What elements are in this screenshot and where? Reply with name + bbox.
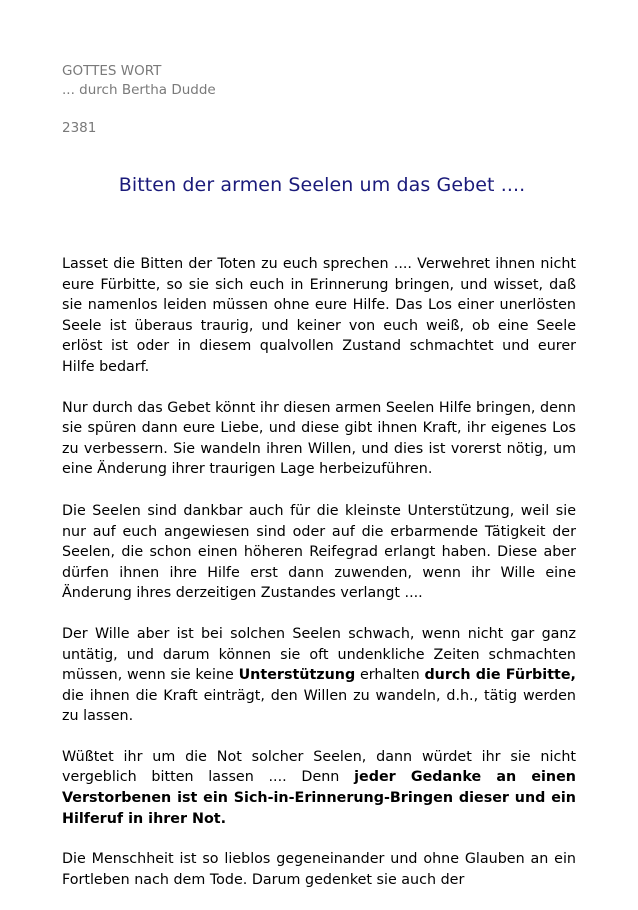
paragraph-5 bbox=[62, 747, 576, 829]
paragraph-4-text-d: die ihnen die Kraft einträgt, den Willen zu wandeln, d.h., tätig werden zu lassen. bbox=[62, 687, 576, 725]
paragraph-6: Die Menschheit ist so lieblos gegeneinander und ohne Glauben an ein Fortleben nach dem Tode. Darum gedenket sie auch der bbox=[62, 851, 576, 888]
paragraph-5-bold: jeder Gedanke an einen Verstorbenen ist ein Sich-in-Erinnerung-Bringen dieser und ein Hilferuf in ihrer Not. bbox=[62, 769, 576, 827]
page-title: Bitten der armen Seelen um das Gebet .... bbox=[118, 174, 526, 196]
paragraph-4-bold-2: durch die Fürbitte, bbox=[424, 667, 576, 684]
document-body bbox=[62, 254, 576, 910]
paragraph-4 bbox=[62, 624, 576, 727]
paragraph-1: Lasset die Bitten der Toten zu euch sprechen .... Verwehret ihnen nicht eure Fürbitte, so sie sich euch in Erinnerung bringen, und wisset, daß sie namenlos leiden müssen ohne eure Hilfe. Das Los einer unerlösten Seele ist überaus traurig, und keiner von euch weiß, ob eine Seele erlöst ist oder in diesem qualvollen Zustand schmachtet und eurer Hilfe bedarf. bbox=[62, 256, 576, 375]
author-line: ... durch Bertha Dudde bbox=[62, 82, 216, 98]
paragraph-3: Die Seelen sind dankbar auch für die kleinste Unterstützung, weil sie nur auf euch angewiesen sind oder auf die erbarmende Tätigkeit der Seelen, die schon einen höheren Reifegrad erlangt haben. Diese aber dürfen ihnen ihre Hilfe erst dann zuwenden, wenn ihr Wille eine Änderung ihres derzeitigen Zustandes verlangt .... bbox=[62, 502, 576, 602]
paragraph-4-text-a: Der Wille aber ist bei solchen Seelen schwach, wenn nicht gar ganz untätig, und darum können sie oft undenkliche Zeiten schmachten müssen, wenn sie keine bbox=[62, 625, 576, 684]
paragraph-4-bold-1: Unterstützung bbox=[238, 667, 356, 684]
document-header bbox=[62, 62, 216, 138]
paragraph-4-text-c: erhalten bbox=[355, 667, 425, 684]
paragraph-2: Nur durch das Gebet könnt ihr diesen armen Seelen Hilfe bringen, denn sie spüren dann eure Liebe, und diese gibt ihnen Kraft, ihr eigenes Los zu verbessern. Sie wandeln ihren Willen, und dies ist vorerst nötig, um eine Änderung ihrer traurigen Lage herbeizuführen. bbox=[62, 399, 576, 478]
source-label: GOTTES WORT bbox=[62, 63, 162, 79]
document-number: 2381 bbox=[62, 120, 97, 136]
paragraph-5-text-a: Wüßtet ihr um die Not solcher Seelen, dann würdet ihr sie nicht vergeblich bitten lassen .... Denn bbox=[62, 748, 576, 786]
